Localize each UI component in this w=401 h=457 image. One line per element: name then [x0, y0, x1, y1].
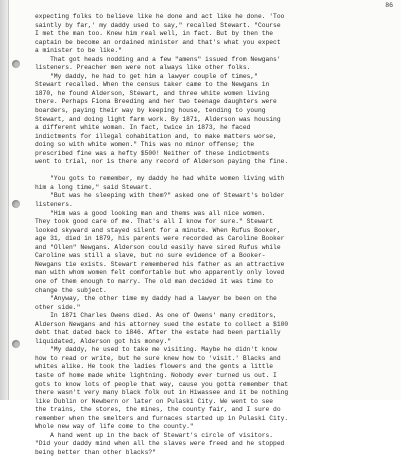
text-line: there. Perhaps Fiona Breeding and her two teenage daughters were: [35, 98, 277, 106]
text-line: taste of home made white lightning. Nobody ever turned us out. I: [35, 371, 277, 379]
text-line: 1870, he found Alderson, Stewart, and three white women living: [35, 89, 270, 97]
text-line: a different white woman. In fact, twice in 1873, he faced: [35, 124, 251, 132]
text-line: being better than other blacks?": [35, 448, 156, 456]
text-line: "My daddy, he used to take me visiting. Maybe he didn't know: [35, 346, 277, 354]
text-line: like Dublin or Newbern or later on Pulaski City. We went to see: [35, 397, 274, 405]
text-line: liquidated, Alderson got his money.": [35, 337, 172, 345]
text-line: [35, 167, 397, 176]
text-line: one of them enough to marry. The old man decided it was time to: [35, 277, 274, 285]
text-line: "Him was a good looking man and thems was all nice women.: [35, 209, 266, 217]
page-body-text: [35, 13, 397, 457]
text-line: A hand went up in the back of Stewart's circle of visitors.: [35, 431, 274, 439]
text-line: That got heads nodding and a few "amens" issued from Newgans': [35, 55, 281, 63]
text-line: there wasn't very many black folk out in Hiwassee and it be nothing: [35, 389, 289, 397]
binder-hole: [12, 60, 20, 68]
text-line: listeners. Preacher men were not always like other folks.: [35, 64, 251, 72]
text-line: I met the man too. Knew him real well, in fact. But by then the: [35, 30, 274, 38]
text-line: They took good care of me. That's all I know for sure." Stewart: [35, 218, 274, 226]
text-line: remember when the smelters and furnaces started up in Pulaski City.: [35, 414, 289, 422]
text-line: boarders, paying their way by keeping house, tending to young: [35, 107, 266, 115]
text-line: In 1871 Charles Owens died. As one of Owens' many creditors,: [35, 312, 277, 320]
text-line: expecting folks to believe like he done and act like he done. 'Too: [35, 13, 285, 20]
text-line: Stewart, and doing light farm work. By 1871, Alderson was housing: [35, 115, 281, 123]
text-line: indictments for illegal cohabitation and, to make matters worse,: [35, 132, 277, 140]
text-line: the trains, the stores, the mines, the county fair, and I sure do: [35, 406, 281, 414]
text-line: "My daddy, he had to get him a lawyer couple of times,": [35, 72, 258, 80]
text-line: him a long time," said Stewart.: [35, 183, 153, 191]
text-line: prescribed fine was a hefty $500! Neither of these indictments: [35, 149, 270, 157]
text-line: doing so with white women." This was no minor offense; the: [35, 141, 255, 149]
binder-hole: [12, 340, 20, 348]
text-line: went to trial, nor is there any record of Alderson paying the fine.: [35, 158, 289, 166]
text-line: debt that dated back to 1846. After the estate had been partially: [35, 329, 281, 337]
text-line: listeners.: [35, 201, 73, 209]
text-line: looked skyward and stayed silent for a minute. When Rufus Booker,: [35, 226, 281, 234]
text-line: how to read or write, but he sure knew how to 'visit.' Blacks and: [35, 354, 281, 362]
text-line: "Anyway, the other time my daddy had a lawyer be been on the: [35, 295, 277, 303]
typed-page: [8, 0, 401, 456]
text-line: Alderson Newgans and his attorney sued the estate to collect a $100: [35, 320, 289, 328]
text-line: Caroline was still a slave, but no sure evidence of a Booker-: [35, 252, 266, 260]
page-number: 86: [385, 2, 393, 9]
text-line: Whole new way of life come to the county.": [35, 423, 194, 431]
text-line: Newgans tie exists. Stewart remembered his father as an attractive: [35, 260, 285, 268]
text-line: change the subject.: [35, 286, 107, 294]
text-line: saintly by far,' my daddy used to say," recalled Stewart. "Course: [35, 21, 281, 29]
text-line: other side.": [35, 303, 81, 311]
text-line: a minister to be like.": [35, 47, 122, 55]
binder-hole: [12, 200, 20, 208]
text-line: gots to know lots of people that way, cause you gotta remember that: [35, 380, 289, 388]
text-line: "But was he sleeping with them?" asked one of Stewart's bolder: [35, 192, 285, 200]
text-line: captain be become an ordained minister and that's what you expect: [35, 38, 281, 46]
text-line: whites alike. He took the ladies flowers and the gents a little: [35, 363, 274, 371]
text-line: Stewart recalled. When the census taker came to the Newgans in: [35, 81, 270, 89]
text-line: age 31, died in 1879, his parents were recorded as Caroline Booker: [35, 235, 285, 243]
text-line: man with whom women felt comfortable but who apparently only loved: [35, 269, 285, 277]
text-line: "You gots to remember, my daddy he had white women living with: [35, 175, 285, 183]
text-line: "Did your daddy mind when all the slaves were freed and he stopped: [35, 440, 285, 448]
text-line: and "Ollen" Newgans. Alderson could easily have sired Rufus while: [35, 243, 281, 251]
